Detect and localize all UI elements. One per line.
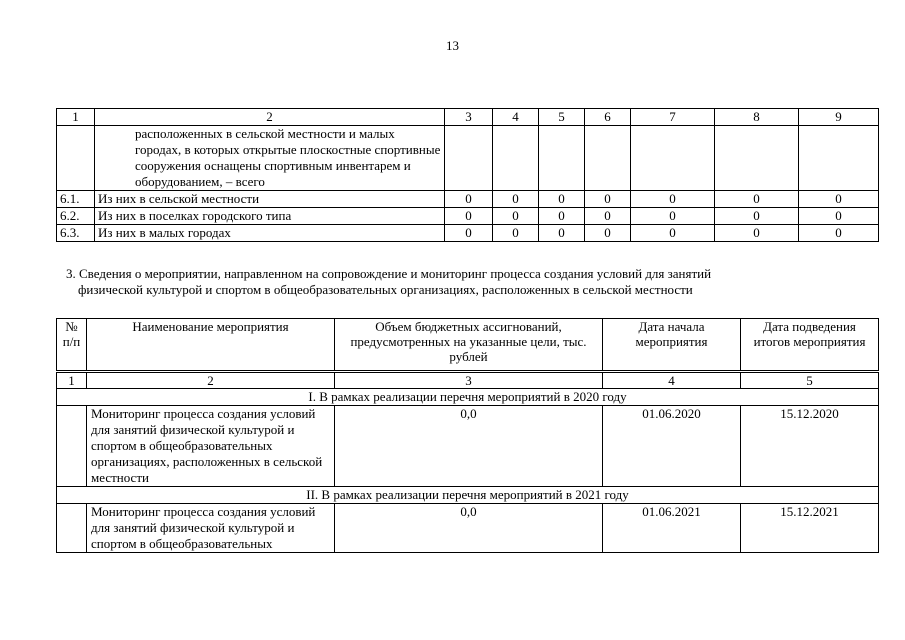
header-start-date: Дата начала мероприятия <box>603 319 741 371</box>
cell-value: 0 <box>493 191 539 208</box>
activities-table <box>56 318 879 553</box>
cell-value: 0 <box>799 191 879 208</box>
cell-value: 0 <box>631 191 715 208</box>
col-number: 2 <box>87 373 335 389</box>
table-row <box>57 191 879 208</box>
activity-number <box>57 406 87 487</box>
continuation-text: расположенных в сельской местности и малых городах, в которых открытые плоскостные спортивные сооружения оснащены спортивным инвентарем и оборудованием, – всего <box>95 126 445 191</box>
header-end-date: Дата подведения итогов мероприятия <box>741 319 879 371</box>
cell-value: 0 <box>799 208 879 225</box>
section-title: II. В рамках реализации перечня мероприятий в 2021 году <box>57 487 879 504</box>
col-number: 4 <box>493 109 539 126</box>
cell-value: 0 <box>585 225 631 242</box>
header-name: Наименование мероприятия <box>87 319 335 371</box>
activity-budget: 0,0 <box>335 504 603 553</box>
header-number: № п/п <box>57 319 87 371</box>
cell-value: 0 <box>799 225 879 242</box>
col-number: 8 <box>715 109 799 126</box>
section-row <box>57 487 879 504</box>
row-number: 6.1. <box>57 191 95 208</box>
row-name: Из них в малых городах <box>95 225 445 242</box>
activity-end-date: 15.12.2021 <box>741 504 879 553</box>
col-number: 3 <box>445 109 493 126</box>
col-number: 3 <box>335 373 603 389</box>
column-numbers-row <box>57 373 879 389</box>
activity-end-date: 15.12.2020 <box>741 406 879 487</box>
col-number: 1 <box>57 109 95 126</box>
section-heading-line: физической культурой и спортом в общеобразовательных организациях, расположенных в сельской местности <box>78 282 693 297</box>
activity-start-date: 01.06.2021 <box>603 504 741 553</box>
col-number: 1 <box>57 373 87 389</box>
row-name: Из них в поселках городского типа <box>95 208 445 225</box>
table-header-row <box>57 319 879 371</box>
activity-name: Мониторинг процесса создания условий для занятий физической культурой и спортом в общеобразовательных организациях, расположенных в сельской местности <box>87 406 335 487</box>
activity-name: Мониторинг процесса создания условий для занятий физической культурой и спортом в общеобразовательных <box>87 504 335 553</box>
section-heading <box>66 266 866 298</box>
col-number: 5 <box>741 373 879 389</box>
activity-row <box>57 406 879 487</box>
cell-value: 0 <box>631 225 715 242</box>
cell-value: 0 <box>631 208 715 225</box>
cell-value: 0 <box>445 208 493 225</box>
activity-row <box>57 504 879 553</box>
indicators-table <box>56 108 879 242</box>
cell-value: 0 <box>585 191 631 208</box>
cell-value: 0 <box>445 225 493 242</box>
cell-value: 0 <box>715 208 799 225</box>
cell-value: 0 <box>539 191 585 208</box>
cell-value: 0 <box>715 225 799 242</box>
col-number: 7 <box>631 109 715 126</box>
row-name: Из них в сельской местности <box>95 191 445 208</box>
section-title: I. В рамках реализации перечня мероприятий в 2020 году <box>57 389 879 406</box>
cell-value: 0 <box>493 208 539 225</box>
col-number: 2 <box>95 109 445 126</box>
col-number: 4 <box>603 373 741 389</box>
cell-value: 0 <box>539 225 585 242</box>
row-number: 6.3. <box>57 225 95 242</box>
section-heading-line: 3. Сведения о мероприятии, направленном на сопровождение и мониторинг процесса создания условий для занятий <box>66 266 712 281</box>
header-budget: Объем бюджетных ассигнований, предусмотренных на указанные цели, тыс. рублей <box>335 319 603 371</box>
col-number: 9 <box>799 109 879 126</box>
table-row <box>57 225 879 242</box>
cell-value: 0 <box>445 191 493 208</box>
section-row <box>57 389 879 406</box>
row-number: 6.2. <box>57 208 95 225</box>
page-number: 13 <box>446 38 459 53</box>
table-row <box>57 126 879 191</box>
activity-start-date: 01.06.2020 <box>603 406 741 487</box>
activity-budget: 0,0 <box>335 406 603 487</box>
col-number: 6 <box>585 109 631 126</box>
cell-value: 0 <box>493 225 539 242</box>
activity-number <box>57 504 87 553</box>
cell-value: 0 <box>715 191 799 208</box>
cell-value: 0 <box>585 208 631 225</box>
table-row <box>57 208 879 225</box>
cell-value: 0 <box>539 208 585 225</box>
table-header-row <box>57 109 879 126</box>
col-number: 5 <box>539 109 585 126</box>
